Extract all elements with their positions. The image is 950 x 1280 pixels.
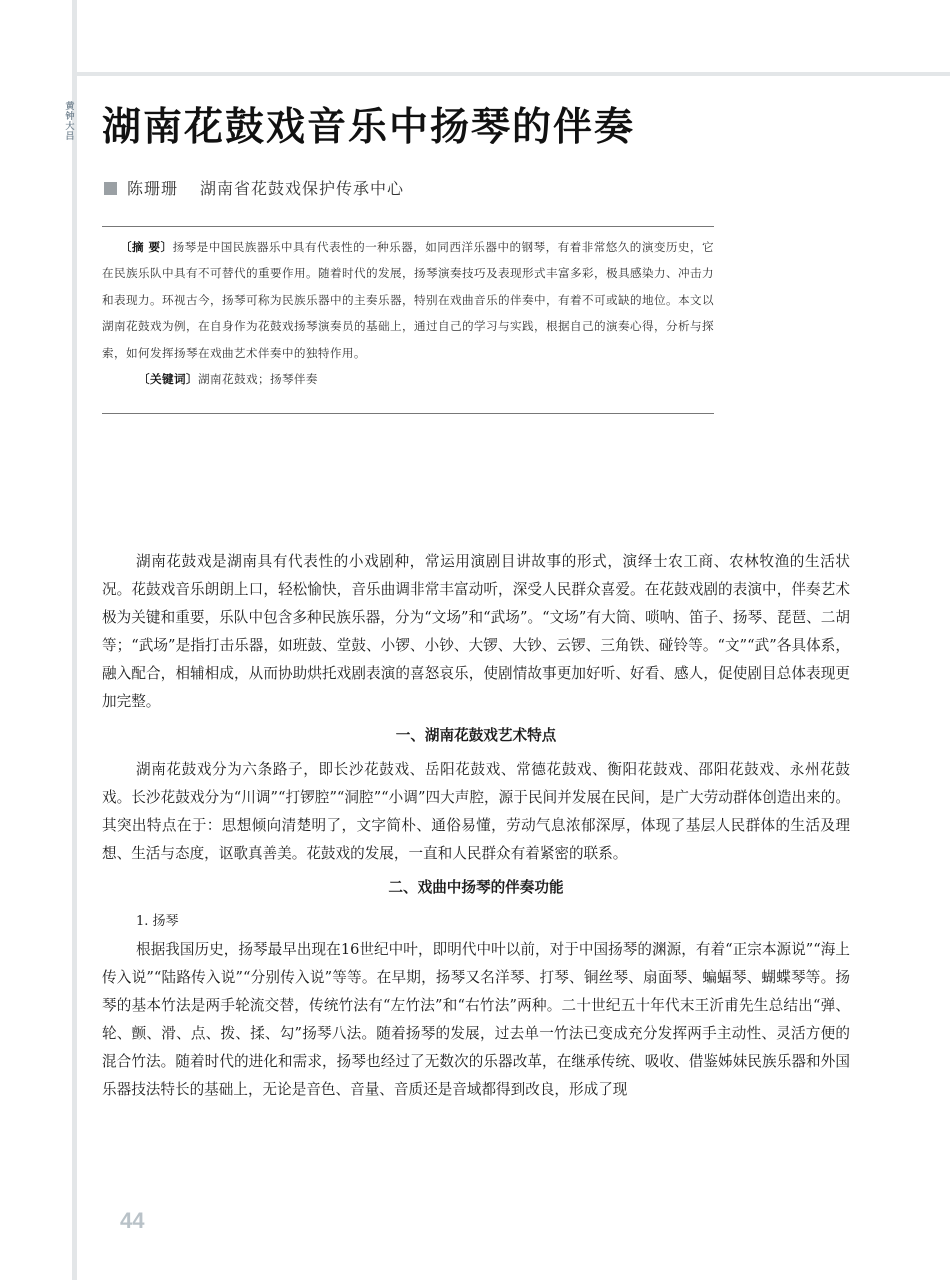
article-body [102, 548, 850, 1104]
abstract-text: 扬琴是中国民族器乐中具有代表性的一种乐器，如同西洋乐器中的钢琴，有着非常悠久的演变历史，它在民族乐队中具有不可替代的重要作用。随着时代的发展，扬琴演奏技巧及表现形式丰富多彩，极具感染力、冲击力和表现力。环视古今，扬琴可称为民族乐器中的主奏乐器，特别在戏曲音乐的伴奏中，有着不可或缺的地位。本文以湖南花鼓戏为例，在自身作为花鼓戏扬琴演奏员的基础上，通过自己的学习与实践，根据自己的演奏心得，分析与探索，如何发挥扬琴在戏曲艺术伴奏中的独特作用。 [102, 240, 714, 360]
section-heading-2: 二、戏曲中扬琴的伴奏功能 [388, 879, 564, 896]
article-title: 湖南花鼓戏音乐中扬琴的伴奏 [102, 104, 636, 150]
subsection-heading-1: 1. 扬琴 [136, 914, 179, 929]
author-affiliation: 湖南省花鼓戏保护传承中心 [200, 179, 405, 198]
keywords-text: 湖南花鼓戏；扬琴伴奏 [197, 372, 318, 387]
gutter-rule [72, 0, 77, 1280]
abstract-label: 〔摘 要〕 [120, 240, 173, 254]
section-heading-1: 一、湖南花鼓戏艺术特点 [395, 727, 557, 744]
column-label: 黄钟大吕 [65, 102, 75, 142]
abstract-box [102, 226, 714, 414]
square-bullet-icon [104, 182, 117, 195]
section-1-paragraph: 湖南花鼓戏分为六条路子，即长沙花鼓戏、岳阳花鼓戏、常德花鼓戏、衡阳花鼓戏、邵阳花鼓戏、永州花鼓戏。长沙花鼓戏分为“川调”“打锣腔”“洞腔”“小调”四大声腔，源于民间并发展在民间，是广大劳动群体创造出来的。其突出特点在于：思想倾向清楚明了，文字简朴、通俗易懂，劳动气息浓郁深厚，体现了基层人民群体的生活及理想、生活与态度，讴歌真善美。花鼓戏的发展，一直和人民群众有着紧密的联系。 [102, 761, 850, 862]
author-name: 陈珊珊 [127, 179, 179, 198]
keywords-line [102, 366, 714, 392]
keywords-label: 〔关键词〕 [138, 372, 198, 387]
header-rule [72, 72, 950, 76]
page-number: 44 [120, 1208, 145, 1233]
byline [104, 176, 404, 199]
section-2-paragraph: 根据我国历史，扬琴最早出现在16世纪中叶，即明代中叶以前，对于中国扬琴的渊源，有着“正宗本源说”“海上传入说”“陆路传入说”“分别传入说”等等。在早期，扬琴又名洋琴、打琴、铜丝琴、扇面琴、蝙蝠琴、蝴蝶琴等。扬琴的基本竹法是两手轮流交替，传统竹法有“左竹法”和“右竹法”两种。二十世纪五十年代末王沂甫先生总结出“弹、轮、颤、滑、点、拨、揉、勾”扬琴八法。随着扬琴的发展，过去单一竹法已变成充分发挥两手主动性、灵活方便的混合竹法。随着时代的进化和需求，扬琴也经过了无数次的乐器改革，在继承传统、吸收、借鉴姊妹民族乐器和外国乐器技法特长的基础上，无论是音色、音量、音质还是音域都得到改良，形成了现 [102, 941, 850, 1098]
abstract-paragraph [102, 234, 714, 366]
intro-paragraph: 湖南花鼓戏是湖南具有代表性的小戏剧种，常运用演剧目讲故事的形式，演绎士农工商、农林牧渔的生活状况。花鼓戏音乐朗朗上口，轻松愉快，音乐曲调非常丰富动听，深受人民群众喜爱。在花鼓戏剧的表演中，伴奏艺术极为关键和重要，乐队中包含多种民族乐器，分为“文场”和“武场”。“文场”有大筒、唢呐、笛子、扬琴、琵琶、二胡等；“武场”是指打击乐器，如班鼓、堂鼓、小锣、小钞、大锣、大钞、云锣、三角铁、碰铃等。“文”“武”各具体系，融入配合，相辅相成，从而协助烘托戏剧表演的喜怒哀乐，使剧情故事更加好听、好看、感人，促使剧目总体表现更加完整。 [102, 553, 850, 710]
